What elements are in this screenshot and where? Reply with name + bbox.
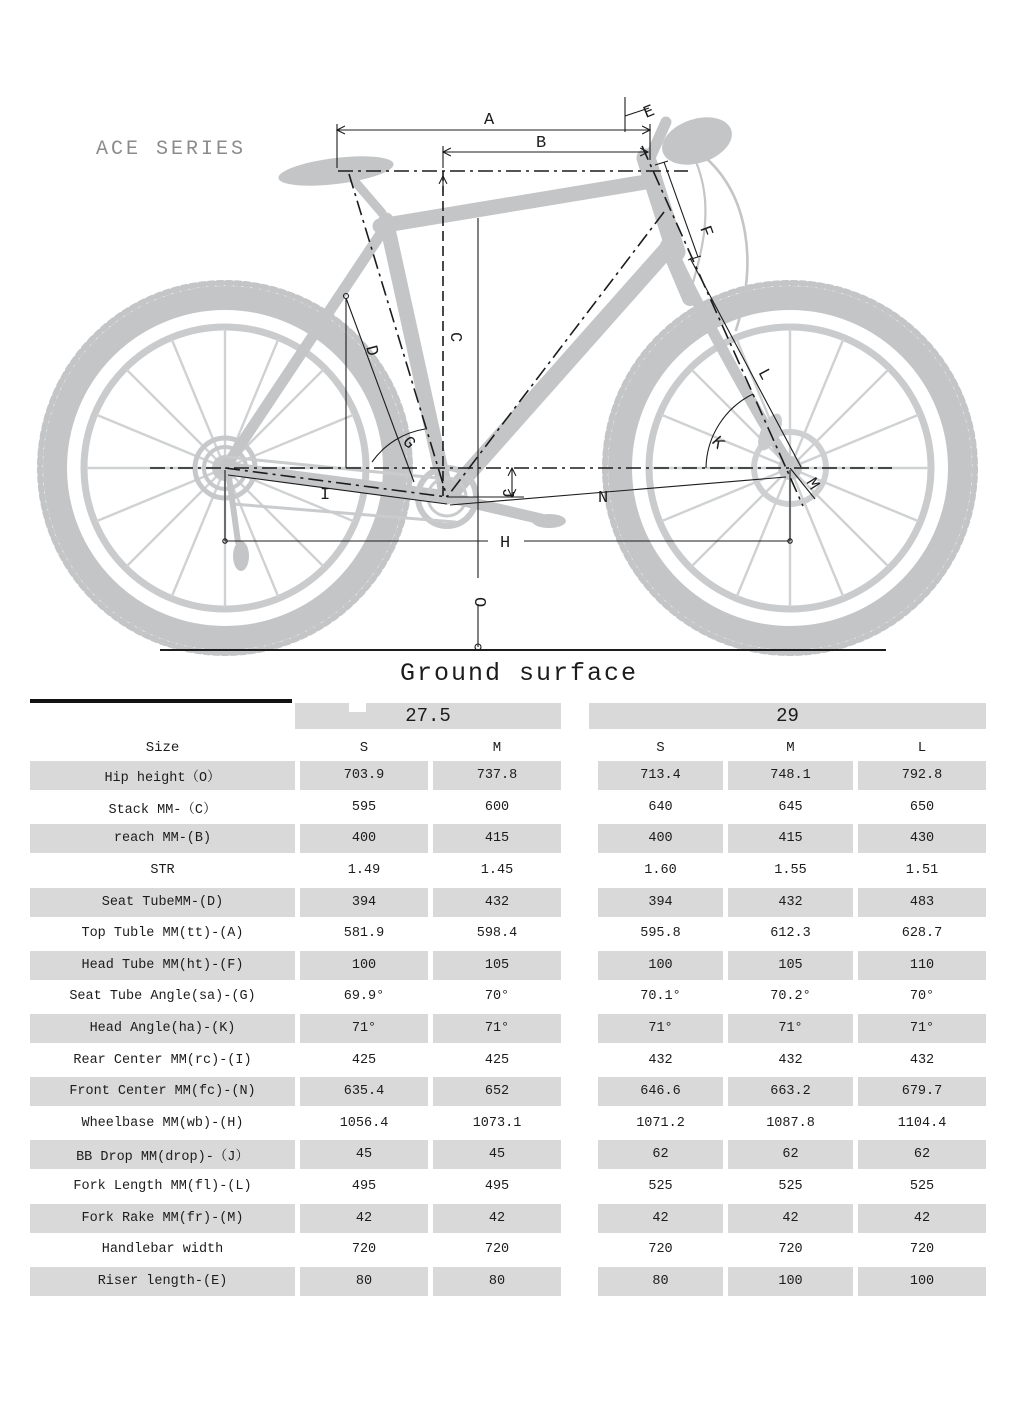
col-header-27-5-m: M <box>492 740 502 756</box>
value-cell: 105 <box>433 951 561 980</box>
value-cell: 42 <box>598 1204 723 1233</box>
value-cell: 652 <box>433 1077 561 1106</box>
value-cell: 45 <box>433 1140 561 1169</box>
value-cell: 80 <box>598 1267 723 1296</box>
value-cell: 100 <box>858 1267 986 1296</box>
table-row <box>0 1139 1024 1171</box>
value-cell: 650 <box>909 799 935 815</box>
col-header-29-m: M <box>786 740 795 756</box>
col-header-29-s: S <box>656 740 665 756</box>
value-cell: 42 <box>858 1204 986 1233</box>
value-cell: 720 <box>351 1242 377 1258</box>
dim-label-F: F <box>694 223 716 240</box>
wheel-size-header-27-5 <box>295 703 561 729</box>
row-label: STR <box>150 863 175 879</box>
value-cell: 737.8 <box>433 761 561 790</box>
dim-label-E: E <box>641 102 658 124</box>
row-label: Wheelbase MM(wb)-(H) <box>81 1115 244 1131</box>
row-label: Handlebar width <box>101 1242 224 1258</box>
dim-label-G: G <box>397 433 419 454</box>
series-title: ACE SERIES <box>96 138 247 161</box>
value-cell: 792.8 <box>858 761 986 790</box>
value-cell: 1.55 <box>774 863 807 879</box>
value-cell: 432 <box>778 1052 803 1068</box>
value-cell: 645 <box>778 799 803 815</box>
value-cell: 62 <box>598 1140 723 1169</box>
dim-label-O: O <box>469 597 488 608</box>
dim-label-D: D <box>360 343 382 359</box>
col-header-29-l: L <box>917 740 927 756</box>
dim-label-H: H <box>500 534 511 553</box>
value-cell: 70.2° <box>770 989 811 1005</box>
value-cell: 720 <box>484 1242 510 1258</box>
value-cell: 635.4 <box>300 1077 428 1106</box>
value-cell: 100 <box>300 951 428 980</box>
dim-label-L: L <box>752 365 775 384</box>
row-label: Hip height（O） <box>30 761 295 790</box>
table-row <box>0 1234 1024 1266</box>
wheel-size-header-29 <box>589 703 986 729</box>
value-cell: 71° <box>728 1014 853 1043</box>
value-cell: 110 <box>858 951 986 980</box>
value-cell: 105 <box>728 951 853 980</box>
value-cell: 425 <box>484 1052 510 1068</box>
value-cell: 663.2 <box>728 1077 853 1106</box>
value-cell: 415 <box>433 824 561 853</box>
value-cell: 394 <box>300 888 428 917</box>
value-cell: 1071.2 <box>636 1115 685 1131</box>
value-cell: 646.6 <box>598 1077 723 1106</box>
value-cell: 1.49 <box>347 863 381 879</box>
value-cell: 720 <box>909 1242 935 1258</box>
dim-label-J: J <box>497 488 516 499</box>
table-row <box>0 1108 1024 1140</box>
value-cell: 70° <box>484 989 510 1005</box>
wheel-size-label: 27.5 <box>405 705 451 727</box>
value-cell: 432 <box>728 888 853 917</box>
header-notch <box>349 703 366 712</box>
value-cell: 432 <box>909 1052 935 1068</box>
value-cell: 42 <box>433 1204 561 1233</box>
value-cell: 45 <box>300 1140 428 1169</box>
table-row <box>0 823 1024 855</box>
value-cell: 640 <box>648 799 673 815</box>
col-header-27-5-s: S <box>359 740 369 756</box>
row-label: Fork Length MM(fl)-(L) <box>73 1179 252 1195</box>
table-row <box>0 886 1024 918</box>
table-row <box>0 1076 1024 1108</box>
row-label: reach MM-(B) <box>30 824 295 853</box>
table-row <box>0 1171 1024 1203</box>
row-label: Riser length-(E) <box>30 1267 295 1296</box>
value-cell: 1104.4 <box>897 1115 947 1131</box>
value-cell: 1.51 <box>905 863 939 879</box>
value-cell: 703.9 <box>300 761 428 790</box>
row-label: Seat Tube Angle(sa)-(G) <box>69 989 256 1005</box>
dim-label-K: K <box>706 433 728 454</box>
row-label: Fork Rake MM(fr)-(M) <box>30 1204 295 1233</box>
table-body <box>0 760 1024 1297</box>
value-cell: 495 <box>484 1179 510 1195</box>
value-cell: 394 <box>598 888 723 917</box>
table-row <box>0 760 1024 792</box>
value-cell: 525 <box>648 1179 673 1195</box>
value-cell: 595.8 <box>640 926 681 942</box>
value-cell: 432 <box>433 888 561 917</box>
value-cell: 415 <box>728 824 853 853</box>
value-cell: 70° <box>909 989 935 1005</box>
value-cell: 400 <box>300 824 428 853</box>
value-cell: 100 <box>728 1267 853 1296</box>
value-cell: 71° <box>598 1014 723 1043</box>
value-cell: 430 <box>858 824 986 853</box>
value-cell: 1.60 <box>644 863 677 879</box>
value-cell: 71° <box>300 1014 428 1043</box>
value-cell: 62 <box>728 1140 853 1169</box>
value-cell: 720 <box>648 1242 673 1258</box>
table-row <box>0 1266 1024 1298</box>
table-row <box>0 792 1024 824</box>
dim-label-N: N <box>598 489 609 508</box>
value-cell: 525 <box>778 1179 803 1195</box>
dim-label-A: A <box>484 111 495 130</box>
value-cell: 600 <box>484 799 510 815</box>
value-cell: 42 <box>300 1204 428 1233</box>
table-row <box>0 855 1024 887</box>
value-cell: 628.7 <box>901 926 943 942</box>
value-cell: 1.45 <box>480 863 514 879</box>
row-label: Seat TubeMM-(D) <box>30 888 295 917</box>
row-label: Head Angle(ha)-(K) <box>30 1014 295 1043</box>
dim-label-B: B <box>536 134 547 153</box>
value-cell: 400 <box>598 824 723 853</box>
dim-label-C: C <box>445 332 464 343</box>
value-cell: 595 <box>351 799 377 815</box>
value-cell: 598.4 <box>476 926 518 942</box>
value-cell: 100 <box>598 951 723 980</box>
row-label: Rear Center MM(rc)-(I) <box>73 1052 252 1068</box>
value-cell: 612.3 <box>770 926 811 942</box>
table-row <box>0 918 1024 950</box>
value-cell: 525 <box>909 1179 935 1195</box>
table-top-rule <box>30 699 292 703</box>
table-row <box>0 981 1024 1013</box>
wheel-size-label: 29 <box>776 705 799 727</box>
value-cell: 432 <box>648 1052 673 1068</box>
value-cell: 1087.8 <box>766 1115 815 1131</box>
table-row <box>0 950 1024 982</box>
value-cell: 748.1 <box>728 761 853 790</box>
row-label: Top Tuble MM(tt)-(A) <box>81 926 244 942</box>
size-header: Size <box>145 740 180 756</box>
value-cell: 69.9° <box>343 989 385 1005</box>
table-row <box>0 1013 1024 1045</box>
value-cell: 713.4 <box>598 761 723 790</box>
value-cell: 80 <box>433 1267 561 1296</box>
value-cell: 483 <box>858 888 986 917</box>
value-cell: 425 <box>351 1052 377 1068</box>
value-cell: 1056.4 <box>339 1115 389 1131</box>
value-cell: 42 <box>728 1204 853 1233</box>
table-row <box>0 1202 1024 1234</box>
value-cell: 70.1° <box>640 989 681 1005</box>
table-row <box>0 1044 1024 1076</box>
value-cell: 720 <box>778 1242 803 1258</box>
value-cell: 71° <box>433 1014 561 1043</box>
value-cell: 581.9 <box>343 926 385 942</box>
size-header-row <box>0 736 1024 760</box>
value-cell: 62 <box>858 1140 986 1169</box>
value-cell: 80 <box>300 1267 428 1296</box>
value-cell: 679.7 <box>858 1077 986 1106</box>
dim-label-I: I <box>320 486 331 505</box>
row-label: BB Drop MM(drop)-（J） <box>30 1140 295 1169</box>
ground-surface-label: Ground surface <box>400 659 639 688</box>
row-label: Stack MM-（C） <box>108 802 217 818</box>
value-cell: 495 <box>351 1179 377 1195</box>
dim-label-M: M <box>800 475 823 494</box>
row-label: Head Tube MM(ht)-(F) <box>30 951 295 980</box>
value-cell: 1073.1 <box>472 1115 522 1131</box>
row-label: Front Center MM(fc)-(N) <box>30 1077 295 1106</box>
value-cell: 71° <box>858 1014 986 1043</box>
